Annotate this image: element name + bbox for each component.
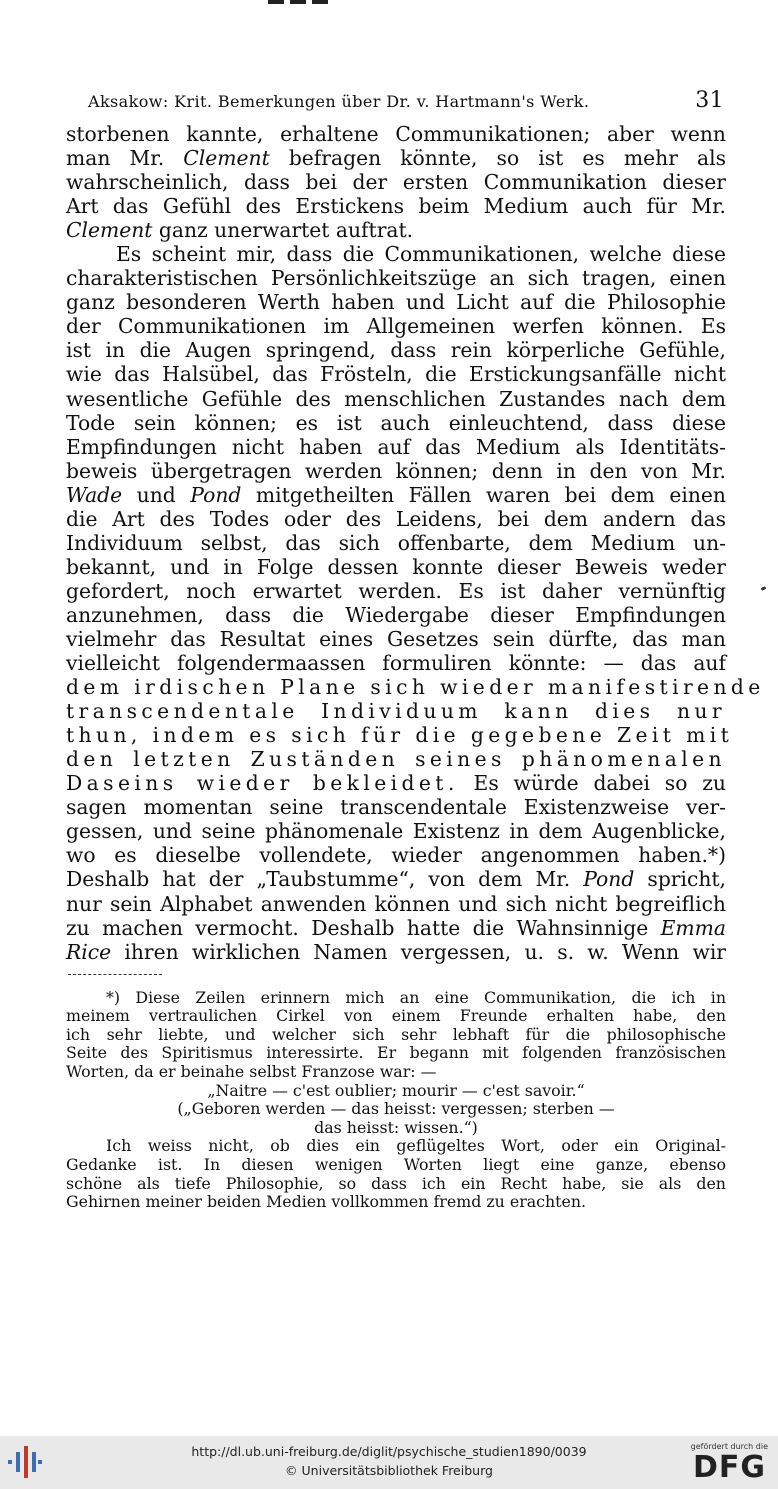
text-line: der Communikationen im Allgemeinen werfen können. Es xyxy=(66,314,726,339)
quote-line: das heisst: wissen.“) xyxy=(314,1117,478,1137)
spaced-emphasis xyxy=(66,675,765,772)
text-line: Es scheint mir, dass die Communikationen, welche diese xyxy=(116,242,726,267)
footnote-rule xyxy=(68,974,162,975)
running-title: Aksakow: Krit. Bemerkungen über Dr. v. Hartmann's Werk. xyxy=(88,92,590,111)
text-line: zu machen vermocht. Deshalb hatte die Wahnsinnige Emma xyxy=(66,915,726,940)
text-line: Clement ganz unerwartet auftrat. xyxy=(66,218,414,243)
italic-name: Pond xyxy=(190,482,242,507)
footnote-text xyxy=(66,989,726,1082)
spaced-line: dem irdischen Plane sich wieder manifestirende xyxy=(66,675,765,700)
text-line: die Art des Todes oder des Leidens, bei dem andern das xyxy=(66,506,726,531)
paragraph-1 xyxy=(66,122,726,242)
text-line: sagen momentan seine transcendentale Existenzweise ver- xyxy=(66,795,726,820)
text-line: anzunehmen, dass die Wiedergabe dieser Empfindungen xyxy=(66,602,726,627)
text-line: man Mr. Clement befragen könnte, so ist es mehr als xyxy=(66,146,726,171)
dfg-caption: gefördert durch die xyxy=(690,1442,768,1451)
paragraph-2 xyxy=(66,242,726,675)
italic-name: Emma xyxy=(660,915,726,940)
footnote-line: Gehirnen meiner beiden Medien vollkommen fremd zu erachten. xyxy=(66,1192,587,1212)
text-line: wie das Halsübel, das Frösteln, die Erstickungsanfälle nicht xyxy=(66,362,726,387)
text-line: Tode sein können; es ist auch einleuchtend, dass diese xyxy=(66,410,726,435)
text-line: charakteristischen Persönlichkeitszüge an sich tragen, einen xyxy=(66,266,726,291)
paragraph-2-continued xyxy=(66,771,726,963)
footer-bar xyxy=(0,1436,778,1489)
footnote-line: *) Diese Zeilen erinnern mich an eine Communikation, die ich in xyxy=(106,987,726,1007)
body-text xyxy=(66,122,765,964)
top-edge-mark xyxy=(268,0,330,4)
text-line: Individuum selbst, das sich offenbarte, dem Medium un- xyxy=(66,530,726,555)
italic-name: Rice xyxy=(66,939,112,964)
text-line: wesentliche Gefühle des menschlichen Zustandes nach dem xyxy=(66,386,726,411)
footnote-closing xyxy=(66,1137,726,1211)
text-line: Art das Gefühl des Erstickens beim Medium auch für Mr. xyxy=(66,194,726,219)
footnote xyxy=(66,989,726,1212)
quote-line: „Naitre — c'est oublier; mourir — c'est savoir.“ xyxy=(207,1080,585,1100)
footnote-line: Gedanke ist. In diesen wenigen Worten liegt eine ganze, ebenso xyxy=(66,1154,726,1174)
text-line: vielleicht folgendermaassen formuliren könnte: — das auf xyxy=(66,651,726,676)
text-line: wahrscheinlich, dass bei der ersten Communikation dieser xyxy=(66,170,726,195)
text-line: Rice ihren wirklichen Namen vergessen, u. s. w. Wenn wir xyxy=(66,939,726,964)
spaced-line: thun, indem es sich für die gegebene Zeit mit xyxy=(66,723,734,748)
text-line: Empfindungen nicht haben auf das Medium als Identitäts- xyxy=(66,434,726,459)
spaced-line: transcendentale Individuum kann dies nur xyxy=(66,699,726,724)
footnote-line: ich sehr liebte, und welcher sich sehr lebhaft für die philosophische xyxy=(66,1024,726,1044)
text-line: ganz besonderen Werth haben und Licht auf die Philosophie xyxy=(66,290,726,315)
italic-name: Pond xyxy=(583,867,635,892)
page-number: 31 xyxy=(695,88,724,113)
text-line: vielmehr das Resultat eines Gesetzes sein dürfte, das man xyxy=(66,626,726,651)
spaced-line: den letzten Zuständen seines phänomenalen xyxy=(66,747,726,772)
footnote-quote xyxy=(66,1082,726,1138)
text-line: nur sein Alphabet anwenden können und sich nicht begreiflich xyxy=(66,891,726,916)
italic-name: Clement xyxy=(66,218,153,243)
quote-line: („Geboren werden — das heisst: vergessen; sterben — xyxy=(177,1099,615,1119)
dfg-logo: DFG xyxy=(692,1450,766,1485)
copyright-notice: © Universitätsbibliothek Freiburg xyxy=(285,1463,493,1478)
text-line: Daseins wieder bekleidet. Es würde dabei so zu xyxy=(66,771,726,796)
document-page xyxy=(66,88,765,1212)
text-line: ist in die Augen springend, dass rein körperliche Gefühle, xyxy=(66,338,726,363)
source-url[interactable]: http://dl.ub.uni-freiburg.de/diglit/psychische_studien1890/0039 xyxy=(191,1444,587,1459)
running-header xyxy=(88,88,726,122)
text-line: gefordert, noch erwartet werden. Es ist daher vernünftig xyxy=(66,578,726,603)
footnote-line: meinem vertraulichen Cirkel von einem Freunde erhalten habe, den xyxy=(66,1006,726,1026)
text-line: Wade und Pond mitgetheilten Fällen waren bei dem einen xyxy=(66,482,726,507)
margin-speck xyxy=(761,586,767,591)
spaced-text: Daseins wieder bekleidet. xyxy=(66,771,459,796)
text-line: storbenen kannte, erhaltene Communikationen; aber wenn xyxy=(66,122,726,146)
text-line: beweis übergetragen werden können; denn in den von Mr. xyxy=(66,458,726,483)
text-line: Deshalb hat der „Taubstumme“, von dem Mr. Pond spricht, xyxy=(66,867,726,892)
italic-name: Clement xyxy=(183,146,270,171)
footnote-line: Seite des Spiritismus interessirte. Er begann mit folgenden französischen xyxy=(66,1043,726,1063)
footnote-line: schöne als tiefe Philosophie, so dass ich ein Recht habe, sie als den xyxy=(66,1173,726,1193)
italic-name: Wade xyxy=(66,482,123,507)
footnote-line: Worten, da er beinahe selbst Franzose war: — xyxy=(66,1062,437,1082)
text-line: wo es dieselbe vollendete, wieder angenommen haben.*) xyxy=(66,843,726,868)
footnote-line: Ich weiss nicht, ob dies ein geflügeltes Wort, oder ein Original- xyxy=(106,1136,726,1156)
text-line: gessen, und seine phänomenale Existenz in dem Augenblicke, xyxy=(66,819,726,844)
text-line: bekannt, und in Folge dessen konnte dieser Beweis weder xyxy=(66,554,726,579)
